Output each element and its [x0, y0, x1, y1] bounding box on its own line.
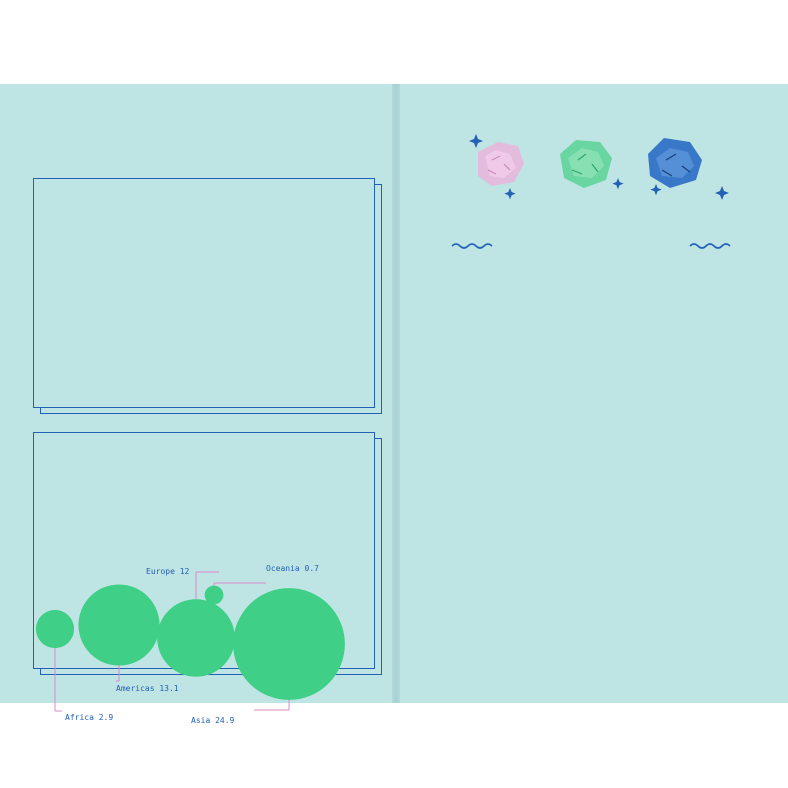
bubble-label-europe: Europe 12 — [146, 567, 190, 576]
bubble-asia — [233, 588, 345, 700]
right-page — [400, 84, 788, 703]
bar-chart-panel — [33, 178, 375, 408]
rock-illustrations — [400, 124, 788, 239]
bubble-label-americas: Americas 13.1 — [116, 684, 179, 693]
pink-rock-illustration — [478, 142, 524, 186]
bubble-chart-panel — [33, 432, 375, 725]
bubble-europe — [157, 599, 235, 677]
bubble-chart — [34, 433, 372, 725]
bubble-africa — [36, 610, 74, 648]
wave-divider — [400, 236, 788, 256]
bubble-oceania — [205, 586, 224, 605]
bar-chart — [34, 179, 372, 405]
green-rock-illustration — [560, 140, 612, 188]
bubble-label-oceania: Oceania 0.7 — [266, 564, 319, 573]
page-gutter — [392, 84, 400, 703]
left-page — [0, 84, 392, 725]
bubble-label-africa: Africa 2.9 — [65, 713, 114, 722]
bubble-americas — [78, 584, 159, 665]
bubble-label-asia: Asia 24.9 — [191, 716, 235, 725]
blue-rock-illustration — [648, 138, 702, 188]
